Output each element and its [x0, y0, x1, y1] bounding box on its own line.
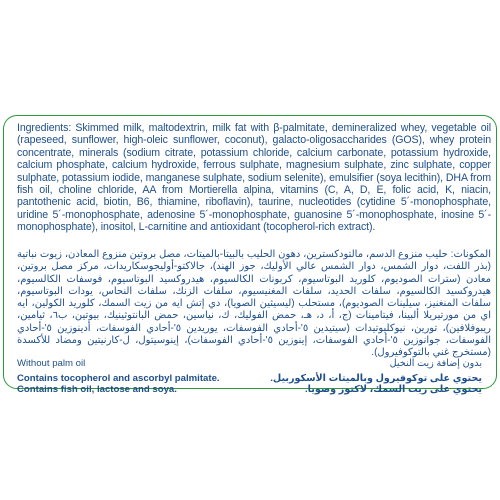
allergen-note-ar: يحتوي على زيت السمك، لاكتوز وصويا.: [305, 384, 482, 395]
footer-notes-arabic: [252, 358, 482, 396]
without-palm-oil-note: Without palm oil: [17, 358, 86, 369]
without-palm-oil-note-ar: بدون إضافة زيت النخيل: [389, 358, 482, 369]
ingredients-english: Ingredients: Skimmed milk, maltodextrin, milk fat with β-palmitate, demineralized whey, vegetable oil (rapeseed, sunflower, high-oleic sunflower, coconut), galacto-oligosaccharides (GOS), whey protein concentrate, minerals (sodium citrate, potassium chloride, calcium carbonate, potassium hydroxide, calcium phosphate, calcium hydroxide, ferrous sulphate, magnesium sulphate, zinc sulphate, copper sulphate, potassium iodide, manganese sulphate, sodium selenite), emulsifier (soya lecithin), DHA from fish oil, choline chloride, AA from Mortierella alpina, vitamins (C, A, D, E, folic acid, K, niacin, pantothenic acid, biotin, B6, thiamine, riboflavin), taurine, nucleotides (cytidine 5´-monophosphate, uridine 5´-monophosphate, adenosine 5´-monophosphate, guanosine 5´-monophosphate, inosine 5´-monophosphate), inositol, L-carnitine and antioxidant (tocopherol-rich extract).: [17, 122, 491, 234]
ingredients-arabic: المكونات: حليب منزوع الدسم، مالتودكسترين، دهون الحليب بالبيتا-بالميتات، مصل بروتين منزوع المعادن، زيوت نباتية (بذر اللفت، دوار الشمس، دوار الشمس عالي الأوليك، جوز الهند)، جالاكتو-أوليجوسكاريدات، مركز مصل بروتين، معادن (سترات الصوديوم، كلوريد البوتاسيوم، كربونات الكالسيوم، هيدروكسيد البوتاسيوم، فوسفات الكالسيوم، هيدروكسيد الكالسيوم، سلفات الحديد، سلفات المغنيسيوم، سلفات الزنك، سلفات النحاس، يودات البوتاسيوم، سلفات المنغنيز، سيلينات الصوديوم)، مستحلب (ليسيثين الصويا)، دي إتش ايه من زيت السمك، كلوريد الكولين، ايه اي من مورتيريلا ألبينا، فيتامينات (ج، أ، د، هـ، حمض الفوليك، ك، نياسين، حمض البانتوثينيك، بيوتين، ب٦، ثيامين، ريبوفلافين)، تورين، نيوكليوتيدات (سيتيدين ٥'-أحادي الفوسفات، يوريدين ٥'-أحادي الفوسفات، أدينوزين ٥'-أحادي الفوسفات، جوانوزين ٥'-أحادي الفوسفات، إينوزين ٥'-أحادي الفوسفات)، إينوسيتول، ل-كارنيتين ومضاد للأكسدة (مستخرج غني بالتوكوفيرول).: [17, 249, 492, 359]
allergen-note: Contains fish oil, lactose and soya.: [17, 384, 177, 395]
ingredients-panel: [3, 115, 497, 395]
tocopherol-note-ar: يحتوي على توكوفيرول وبالميتات الأسكوربيل.: [270, 372, 482, 384]
tocopherol-note: Contains tocopherol and ascorbyl palmitate.: [17, 372, 220, 384]
footer-notes-english: [17, 358, 247, 396]
